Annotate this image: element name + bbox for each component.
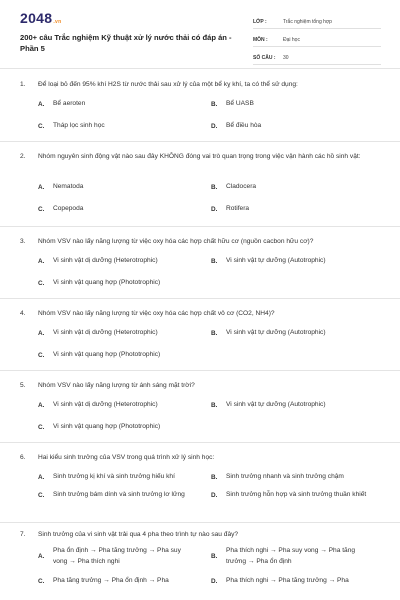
option-letter: D. xyxy=(211,491,218,499)
answer-option[interactable] xyxy=(38,546,188,567)
answer-option[interactable] xyxy=(38,400,198,411)
question-item xyxy=(0,227,400,299)
option-text: Pha tăng trưởng → Pha ổn định → Pha xyxy=(53,577,169,584)
option-text: Nematoda xyxy=(53,183,84,190)
document-title: 200+ câu Trắc nghiệm Kỹ thuật xử lý nước thải có đáp án - Phần 5 xyxy=(20,33,232,53)
option-letter: A. xyxy=(38,553,45,560)
meta-value: Trắc nghiệm tổng hợp xyxy=(283,19,332,25)
option-text: Pha ổn định → Pha tăng trưởng → Pha suy vong → Pha thích nghi xyxy=(53,547,181,565)
answer-option[interactable] xyxy=(38,182,198,193)
option-text: Rotifera xyxy=(226,205,250,212)
option-letter: B. xyxy=(211,401,218,409)
option-text: Cladocera xyxy=(226,183,257,190)
question-item xyxy=(0,299,400,371)
option-text: Bể aeroten xyxy=(53,100,86,107)
document-meta xyxy=(253,14,381,68)
answer-option[interactable] xyxy=(211,576,371,587)
option-letter: D. xyxy=(211,122,218,130)
question-number: 1. xyxy=(20,81,26,88)
option-letter: B. xyxy=(211,473,218,481)
option-letter: C. xyxy=(38,351,45,359)
option-text: Sinh trưởng nhanh và sinh trưởng chậm xyxy=(226,473,344,480)
option-text: Vi sinh vật dị dưỡng (Heterotrophic) xyxy=(53,401,158,408)
question-number: 6. xyxy=(20,454,26,461)
answer-option[interactable] xyxy=(38,278,198,289)
logo-main-text: 2048 xyxy=(20,10,53,26)
question-number: 3. xyxy=(20,238,26,245)
option-letter: A. xyxy=(38,257,45,265)
meta-row-subject xyxy=(253,32,381,47)
question-text: Nhóm nguyên sinh động vật nào sau đây KHÔNG đóng vai trò quan trọng trong việc vận hành các hồ sinh vật: xyxy=(38,153,361,160)
answer-option[interactable] xyxy=(38,204,198,215)
option-text: Sinh trưởng hỗn hợp và sinh trưởng thuần khiết xyxy=(226,491,367,498)
option-letter: B. xyxy=(211,257,218,265)
question-item xyxy=(0,68,400,142)
question-text: Nhóm VSV nào lấy năng lượng từ việc oxy hóa các hợp chất hữu cơ (nguồn cacbon hữu cơ)? xyxy=(38,238,314,245)
answer-option[interactable] xyxy=(211,256,381,267)
option-text: Copepoda xyxy=(53,205,84,212)
question-number: 4. xyxy=(20,310,26,317)
answer-option[interactable] xyxy=(211,546,371,567)
answer-option[interactable] xyxy=(211,472,381,483)
option-letter: B. xyxy=(211,553,218,560)
option-letter: A. xyxy=(38,401,45,409)
answer-option[interactable] xyxy=(38,350,198,361)
question-list xyxy=(0,68,400,600)
meta-value: 30 xyxy=(283,55,289,61)
option-letter: C. xyxy=(38,205,45,213)
option-letter: C. xyxy=(38,122,45,130)
option-letter: A. xyxy=(38,183,45,191)
question-text: Hai kiểu sinh trưởng của VSV trong quá trình xử lý sinh học: xyxy=(38,454,215,461)
option-text: Vi sinh vật tự dưỡng (Autotrophic) xyxy=(226,257,326,264)
option-letter: A. xyxy=(38,473,45,481)
answer-option[interactable] xyxy=(211,490,371,501)
option-text: Vi sinh vật tự dưỡng (Autotrophic) xyxy=(226,401,326,408)
answer-option[interactable] xyxy=(38,121,198,132)
meta-row-class xyxy=(253,14,381,29)
answer-option[interactable] xyxy=(211,121,381,132)
answer-option[interactable] xyxy=(38,99,198,110)
answer-option[interactable] xyxy=(211,182,381,193)
option-letter: B. xyxy=(211,183,218,191)
option-letter: A. xyxy=(38,100,45,108)
option-text: Bể điều hòa xyxy=(226,122,262,129)
answer-option[interactable] xyxy=(38,576,188,587)
question-item xyxy=(0,142,400,227)
answer-option[interactable] xyxy=(211,204,381,215)
option-text: Vi sinh vật dị dưỡng (Heterotrophic) xyxy=(53,329,158,336)
answer-option[interactable] xyxy=(38,256,198,267)
meta-row-count xyxy=(253,50,381,65)
document-header xyxy=(0,0,400,69)
option-text: Vi sinh vật tự dưỡng (Autotrophic) xyxy=(226,329,326,336)
option-text: Vi sinh vật quang hợp (Phototrophic) xyxy=(53,279,161,286)
option-letter: B. xyxy=(211,329,218,337)
option-text: Tháp lọc sinh học xyxy=(53,122,105,129)
logo-suffix-text: .vn xyxy=(53,19,62,25)
option-text: Bể UASB xyxy=(226,100,254,107)
option-text: Pha thích nghi → Pha tăng trưởng → Pha xyxy=(226,577,349,584)
meta-key: SỐ CÂU : xyxy=(253,55,276,61)
meta-key: MÔN : xyxy=(253,37,268,43)
option-letter: C. xyxy=(38,577,45,585)
question-number: 2. xyxy=(20,153,26,160)
option-text: Sinh trưởng bám dính và sinh trưởng lơ lửng xyxy=(53,491,185,498)
question-item xyxy=(0,443,400,523)
question-text: Nhóm VSV nào lấy năng lượng từ việc oxy hóa các hợp chất vô cơ (CO2, NH4)? xyxy=(38,310,275,317)
option-text: Vi sinh vật quang hợp (Phototrophic) xyxy=(53,351,161,358)
option-text: Pha thích nghi → Pha suy vong → Pha tăng trưởng → Pha ổn định xyxy=(226,547,356,565)
option-text: Sinh trưởng kị khí và sinh trưởng hiếu khí xyxy=(53,473,175,480)
answer-option[interactable] xyxy=(38,490,188,501)
question-item xyxy=(0,523,400,600)
answer-option[interactable] xyxy=(211,328,381,339)
answer-option[interactable] xyxy=(38,422,198,433)
option-letter: C. xyxy=(38,491,45,499)
question-number: 5. xyxy=(20,382,26,389)
option-letter: B. xyxy=(211,100,218,108)
option-letter: D. xyxy=(211,205,218,213)
option-text: Vi sinh vật dị dưỡng (Heterotrophic) xyxy=(53,257,158,264)
question-number: 7. xyxy=(20,531,26,538)
option-letter: C. xyxy=(38,423,45,431)
site-logo[interactable] xyxy=(20,10,61,26)
answer-option[interactable] xyxy=(211,400,381,411)
question-text: Nhóm VSV nào lấy năng lượng từ ánh sáng mặt trời? xyxy=(38,382,195,389)
answer-option[interactable] xyxy=(211,99,381,110)
question-text: Sinh trưởng của vi sinh vật trải qua 4 pha theo trình tự nào sau đây? xyxy=(38,531,239,538)
question-text: Để loại bỏ đến 95% khí H2S từ nước thải sau xử lý của một bể kỵ khí, ta có thể sử dụng: xyxy=(38,81,298,88)
question-item xyxy=(0,371,400,443)
answer-option[interactable] xyxy=(38,328,198,339)
option-letter: D. xyxy=(211,577,218,585)
option-letter: A. xyxy=(38,329,45,337)
meta-value: Đại học xyxy=(283,37,300,43)
option-letter: C. xyxy=(38,279,45,287)
meta-key: LỚP : xyxy=(253,19,267,25)
answer-option[interactable] xyxy=(38,472,198,483)
option-text: Vi sinh vật quang hợp (Phototrophic) xyxy=(53,423,161,430)
